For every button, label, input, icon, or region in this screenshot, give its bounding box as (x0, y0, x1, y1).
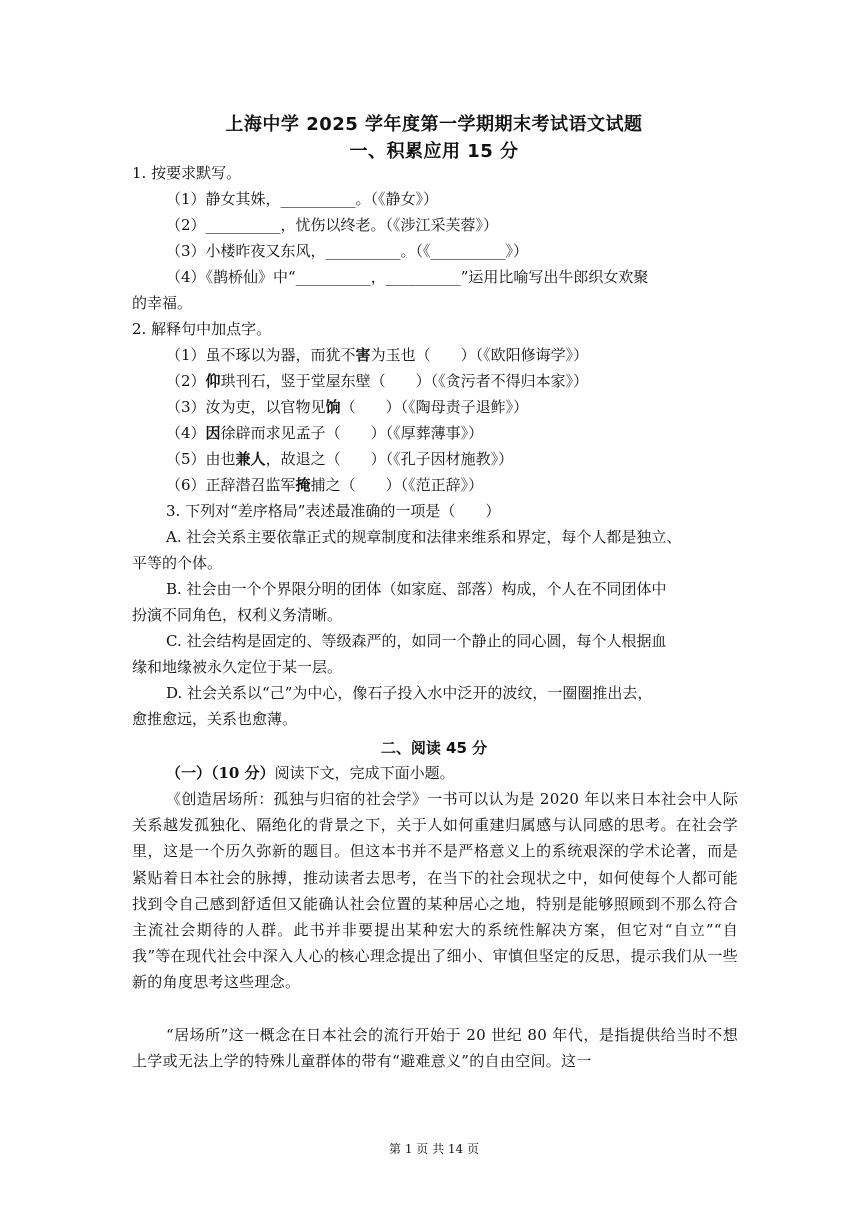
part-label: （一）（10 分） (166, 764, 275, 782)
dotted-char: 掩 (295, 476, 311, 494)
reading-paragraph: 《创造居场所：孤独与归宿的社会学》一书可以认为是 2020 年以来日本社会中人际关系越发孤独化、隔绝化的背景之下，关于人如何重建归属感与认同感的思考。在社会学里，这是一个历久弥新的题目。但这本书并不是严格意义上的系统艰深的学术论著，而是紧贴着日本社会的脉搏，推动读者去思考，在当下的社会现状之中，如何使每个人都可能找到令自己感到舒适但又能确认社会位置的某种居心之地，特别是能够照顾到不那么符合主流社会期待的人群。此书并非要提出某种宏大的系统性解决方案，但它对“自立”“自我”等在现代社会中深入人心的核心理念提出了细小、审慎但坚定的反思，提示我们从一些新的角度思考这些理念。 (132, 790, 738, 992)
section2-title: 二、阅读 45 分 (380, 739, 488, 757)
q3-stem: 3. 下列对“差序格局”表述最准确的一项是（ ） (166, 502, 501, 520)
q3-option-d: D. 社会关系以“己”为中心，像石子投入水中泛开的波纹，一圈圈推出去， (166, 684, 653, 702)
q2-item: （6）正辞潜召监军掩捕之（ ）（《范正辞》） (166, 476, 484, 494)
q2-item: （4）因徐辟而求见孟子（ ）（《厚葬薄事》） (166, 424, 484, 442)
dotted-char: 因 (205, 424, 221, 442)
dotted-char: 饷 (325, 398, 341, 416)
q2-item: （1）虽不琢以为器，而犹不害为玉也（ ）（《欧阳修诲学》） (166, 346, 589, 364)
q2-item: （3）汝为吏，以官物见饷（ ）（《陶母责子退鲊》） (166, 398, 529, 416)
reading-paragraph: “居场所”这一概念在日本社会的流行开始于 20 世纪 80 年代，是指提供给当时不想上学或无法上学的特殊儿童群体的带有“避难意义”的自由空间。这一 (132, 1026, 738, 1071)
q3-option-b-cont: 扮演不同角色，权利义务清晰。 (132, 606, 343, 624)
reading-instruction: （一）（10 分）阅读下文，完成下面小题。 (166, 764, 455, 782)
q1-item-continued: 的幸福。 (132, 294, 193, 312)
page-title: 上海中学 2025 学年度第一学期期末考试语文试题 (225, 114, 643, 135)
q1-stem: 1. 按要求默写。 (132, 164, 242, 182)
q1-item: （1）静女其姝，__________。（《静女》） (166, 190, 439, 208)
q3-option-c-cont: 缘和地缘被永久定位于某一层。 (132, 658, 343, 676)
q3-option-a-cont: 平等的个体。 (132, 554, 223, 572)
q3-option-b: B. 社会由一个个界限分明的团体（如家庭、部落）构成，个人在不同团体中 (166, 580, 667, 598)
dotted-char: 害 (355, 346, 371, 364)
q1-item: （4）《鹊桥仙》中“__________，__________”运用比喻写出牛郎织女欢聚 (166, 268, 649, 286)
q1-item: （2）__________，忧伤以终老。（《涉江采芙蓉》） (166, 216, 499, 234)
q2-item: （2）仰珙刊石，竖于堂屋东壁（ ）（《贪污者不得归本家》） (166, 372, 589, 390)
dotted-char: 仰 (205, 372, 221, 390)
q2-item: （5）由也兼人，故退之（ ）（《孔子因材施教》） (166, 450, 514, 468)
q3-option-c: C. 社会结构是固定的、等级森严的，如同一个静止的同心圆，每个人根据血 (166, 632, 667, 650)
q1-item: （3）小楼昨夜又东风，__________。（《__________》） (166, 242, 529, 260)
q3-option-a: A. 社会关系主要依靠正式的规章制度和法律来维系和界定，每个人都是独立、 (166, 528, 682, 546)
page-footer: 第 1 页 共 14 页 (389, 1142, 479, 1156)
section1-title: 一、积累应用 15 分 (349, 141, 519, 162)
q2-stem: 2. 解释句中加点字。 (132, 320, 272, 338)
dotted-char: 兼人 (235, 450, 266, 468)
q3-option-d-cont: 愈推愈远，关系也愈薄。 (132, 710, 298, 728)
